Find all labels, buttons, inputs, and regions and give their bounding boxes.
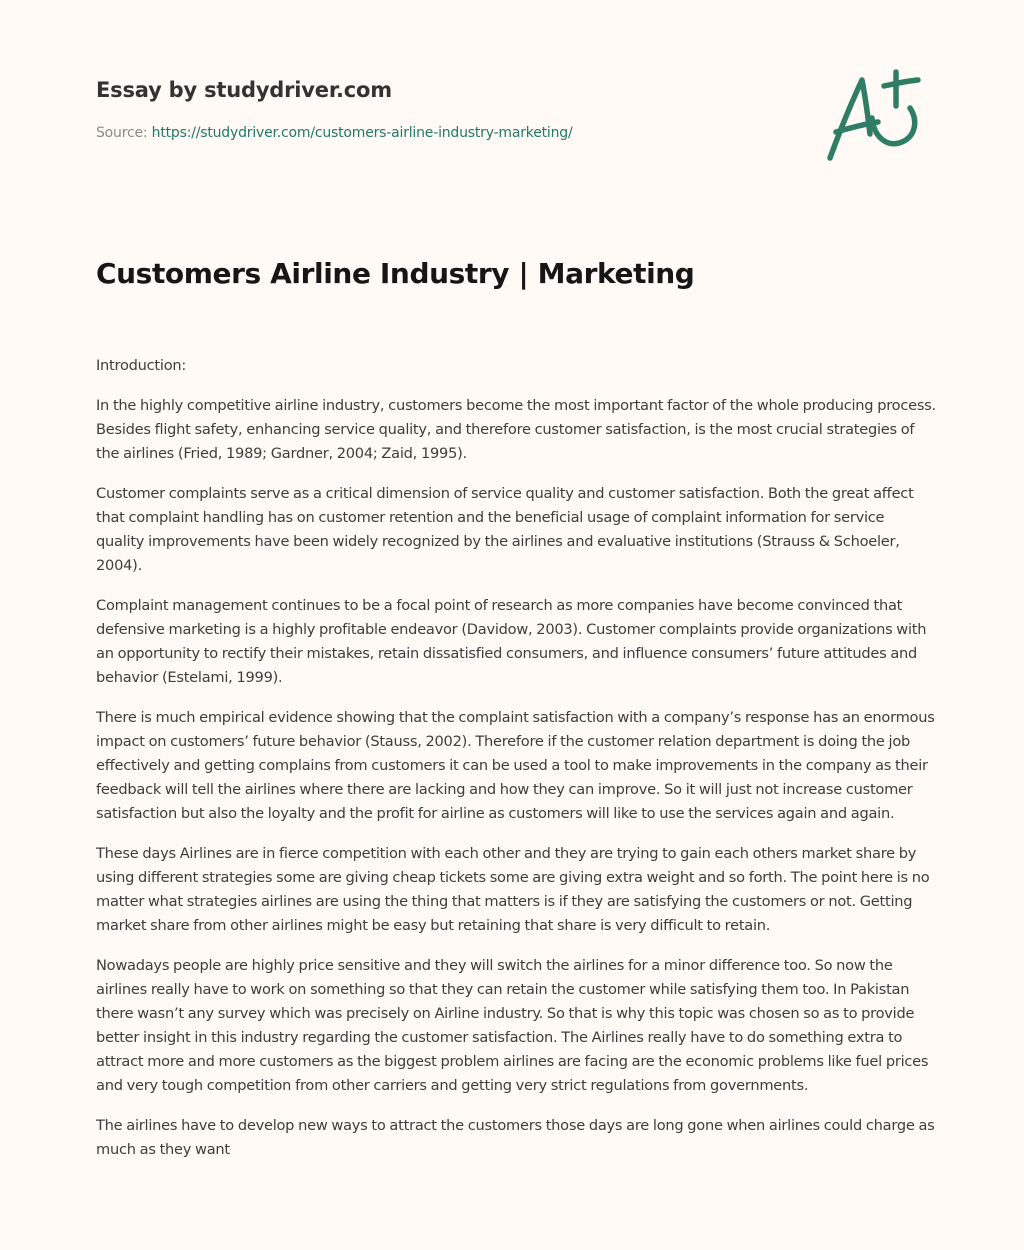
paragraph: Nowadays people are highly price sensitive and they will switch the airlines for a minor difference too. So now the airlines really have to work on something so that they can retain the customer while satisfying them too. In Pakistan there wasn’t any survey which was precisely on Airline industry. So that is why this topic was chosen so as to provide better insight in this industry regarding the customer satisfaction. The Airlines really have to do something extra to attract more and more customers as the biggest problem airlines are facing are the economic problems like fuel prices and very tough competition from other carriers and getting very strict regulations from governments. <box>96 957 929 1094</box>
paragraph-introduction-label: Introduction: <box>96 357 187 374</box>
source-line <box>96 124 796 142</box>
a-plus-grade-icon <box>822 66 930 166</box>
paragraph: These days Airlines are in fierce competition with each other and they are trying to gain each others market share by using different strategies some are giving cheap tickets some are giving extra weight and so forth. The point here is no matter what strategies airlines are using the thing that matters is if they are satisfying the customers or not. Getting market share from other airlines might be easy but retaining that share is very difficult to retain. <box>96 845 930 934</box>
paragraph: Customer complaints serve as a critical dimension of service quality and customer satisfaction. Both the great affect that complaint handling has on customer retention and the beneficial usage of complaint information for service quality improvements have been widely recognized by the airlines and evaluative institutions (Strauss & Schoeler, 2004). <box>96 485 914 574</box>
paragraph: The airlines have to develop new ways to attract the customers those days are long gone when airlines could charge as much as they want <box>96 1117 935 1158</box>
paragraph: In the highly competitive airline industry, customers become the most important factor of the whole producing process. Besides flight safety, enhancing service quality, and therefore customer satisfaction, is the most crucial strategies of the airlines (Fried, 1989; Gardner, 2004; Zaid, 1995). <box>96 397 936 462</box>
document-title: Customers Airline Industry | Marketing <box>96 257 695 290</box>
page-header <box>96 76 796 142</box>
source-label: Source: <box>96 125 148 141</box>
source-link[interactable]: https://studydriver.com/customers-airline-industry-marketing/ <box>151 125 573 141</box>
paragraph: There is much empirical evidence showing that the complaint satisfaction with a company’s response has an enormous impact on customers’ future behavior (Stauss, 2002). Therefore if the customer relation department is doing the job effectively and getting complains from customers it can be used a tool to make improvements in the company as their feedback will tell the airlines where there are lacking and how they can improve. So it will just not increase customer satisfaction but also the loyalty and the profit for airline as customers will like to use the services again and again. <box>96 709 935 822</box>
brand-heading: Essay by studydriver.com <box>96 78 392 102</box>
document-body <box>96 354 936 1178</box>
paragraph: Complaint management continues to be a focal point of research as more companies have become convinced that defensive marketing is a highly profitable endeavor (Davidow, 2003). Customer complaints provide organizations with an opportunity to rectify their mistakes, retain dissatisfied consumers, and influence consumers’ future attitudes and behavior (Estelami, 1999). <box>96 597 927 686</box>
